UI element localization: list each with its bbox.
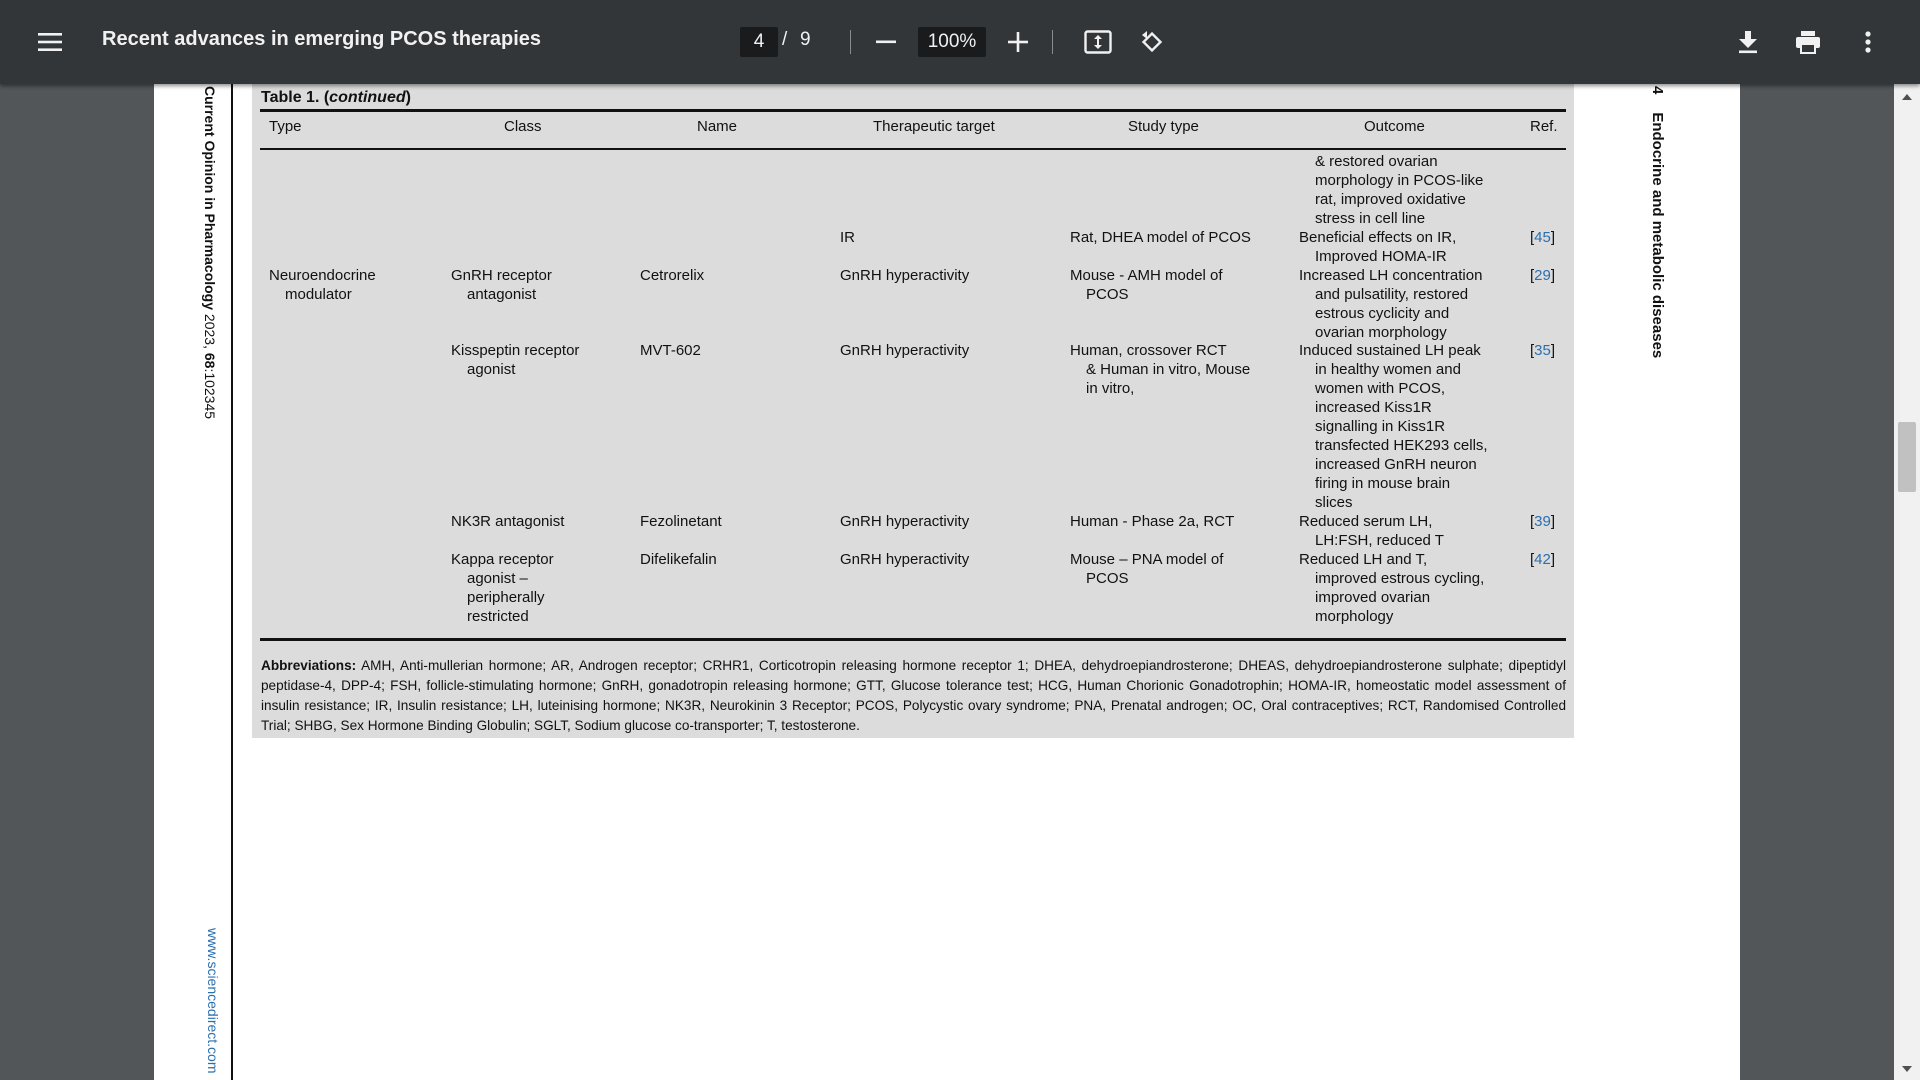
print-icon <box>1795 30 1821 54</box>
journal-volume: 68 <box>202 352 218 369</box>
cell-ref: [35] <box>1530 342 1556 359</box>
cell-study: Mouse – PNA model of PCOS <box>1070 551 1224 587</box>
cell-name: MVT-602 <box>640 342 701 359</box>
cell-type: Neuroendocrine modulator <box>269 267 376 303</box>
column-header: Name <box>697 118 738 135</box>
reference-link[interactable]: 39 <box>1534 513 1551 530</box>
journal-year: 2023, <box>202 313 218 349</box>
more-options-button[interactable] <box>1848 22 1888 62</box>
cell-target: GnRH hyperactivity <box>840 551 970 568</box>
journal-citation <box>200 86 220 446</box>
table-top-rule <box>260 109 1566 112</box>
cell-name: Fezolinetant <box>640 513 722 530</box>
cell-outcome: Beneficial effects on IR, Improved HOMA-IR <box>1299 229 1457 265</box>
menu-icon[interactable] <box>30 22 70 62</box>
document-title: Recent advances in emerging PCOS therapies <box>102 28 542 50</box>
toolbar-divider <box>1052 30 1053 54</box>
cell-target: GnRH hyperactivity <box>840 513 970 530</box>
vertical-scrollbar[interactable] <box>1894 84 1920 1080</box>
cell-study: Rat, DHEA model of PCOS <box>1070 229 1251 246</box>
print-button[interactable] <box>1788 22 1828 62</box>
page-number-input[interactable]: 4 <box>740 27 778 57</box>
cell-target: GnRH hyperactivity <box>840 342 970 359</box>
cell-ref: [42] <box>1530 551 1556 568</box>
cell-outcome: & restored ovarian morphology in PCOS-like rat, improved oxidative stress in cell line <box>1315 153 1484 227</box>
page-number: 4 <box>1649 86 1666 95</box>
cell-class: Kisspeptin receptor agonist <box>451 342 580 378</box>
zoom-out-button[interactable] <box>866 22 906 62</box>
download-button[interactable] <box>1728 22 1768 62</box>
table-bottom-rule <box>260 638 1566 641</box>
column-header: Study type <box>1128 118 1199 135</box>
toolbar-divider <box>850 30 851 54</box>
column-header: Therapeutic target <box>873 118 995 135</box>
cell-class: GnRH receptor antagonist <box>451 267 552 303</box>
journal-article: :102345 <box>202 368 218 420</box>
fit-page-icon <box>1084 30 1112 54</box>
cell-ref: [29] <box>1530 267 1556 284</box>
reference-link[interactable]: 29 <box>1534 267 1551 284</box>
cell-target: GnRH hyperactivity <box>840 267 970 284</box>
reference-link[interactable]: 35 <box>1534 342 1551 359</box>
rotate-icon <box>1139 29 1165 55</box>
reference-link[interactable]: 42 <box>1534 551 1551 568</box>
reference-link[interactable]: 45 <box>1534 229 1551 246</box>
cell-class: Kappa receptor agonist – peripherally restricted <box>451 551 554 625</box>
journal-url[interactable]: www.sciencedirect.com <box>205 928 221 1074</box>
pdf-toolbar <box>0 0 1920 84</box>
cell-outcome: Induced sustained LH peak in healthy women and women with PCOS, increased Kiss1R signalling in Kiss1R transfected HEK293 cells, increased GnRH neuron firing in mouse brain slices <box>1299 342 1488 511</box>
cell-ref: [45] <box>1530 229 1556 246</box>
download-icon <box>1737 30 1759 54</box>
page-separator: / <box>782 29 788 50</box>
cell-ref: [39] <box>1530 513 1556 530</box>
column-header: Ref. <box>1530 118 1558 135</box>
more-vert-icon <box>1865 31 1871 53</box>
cell-outcome: Reduced serum LH, LH:FSH, reduced T <box>1299 513 1444 549</box>
table-abbreviations <box>261 656 1566 736</box>
scrollbar-thumb[interactable] <box>1898 422 1916 492</box>
cell-outcome: Increased LH concentration and pulsatility, restored estrous cyclicity and ovarian morphology <box>1299 267 1483 341</box>
cell-study: Mouse - AMH model of PCOS <box>1070 267 1223 303</box>
scroll-up-arrow-icon[interactable] <box>1900 90 1914 102</box>
rotate-button[interactable] <box>1132 22 1172 62</box>
zoom-level-input[interactable]: 100% <box>918 27 986 57</box>
scroll-down-arrow-icon[interactable] <box>1900 1062 1914 1074</box>
fit-page-button[interactable] <box>1078 22 1118 62</box>
cell-class: NK3R antagonist <box>451 513 565 530</box>
cell-study: Human, crossover RCT & Human in vitro, Mouse in vitro, <box>1070 342 1251 397</box>
table-header-rule <box>260 148 1566 150</box>
plus-icon <box>1008 32 1028 52</box>
section-title: Endocrine and metabolic diseases <box>1649 112 1666 359</box>
page-total: 9 <box>800 29 811 50</box>
zoom-in-button[interactable] <box>998 22 1038 62</box>
column-header: Class <box>504 118 542 135</box>
minus-icon <box>876 40 896 44</box>
cell-target: IR <box>840 229 855 246</box>
cell-name: Difelikefalin <box>640 551 717 568</box>
table-caption: Table 1. (continued) <box>261 89 411 106</box>
cell-name: Cetrorelix <box>640 267 705 284</box>
abbreviations-label: Abbreviations: <box>261 658 357 673</box>
page-margin-rule <box>231 84 233 1080</box>
cell-outcome: Reduced LH and T, improved estrous cycling, improved ovarian morphology <box>1299 551 1485 625</box>
column-header: Type <box>269 118 302 135</box>
cell-study: Human - Phase 2a, RCT <box>1070 513 1235 530</box>
journal-name: Current Opinion in Pharmacology <box>202 86 218 311</box>
abbreviations-text: AMH, Anti-mullerian hormone; AR, Androgen receptor; CRHR1, Corticotropin releasing hormone receptor 1; DHEA, dehydroepiandrosterone; DHEAS, dehydroepiandrosterone sulphate; dipeptidyl peptidase-4, DPP-4; FSH, follicle-stimulating hormone; GnRH, gonadotropin releasing hormone; GTT, Glucose tolerance test; HCG, Human Chorionic Gonadotrophin; HOMA-IR, homeostatic model assessment of insulin resistance; IR, Insulin resistance; LH, luteinising hormone; NK3R, Neurokinin 3 Receptor; PCOS, Polycystic ovary syndrome; PNA, Prenatal androgen; OC, Oral contraceptives; RCT, Randomised Controlled Trial; SHBG, Sex Hormone Binding Globulin; SGLT, Sodium glucose co-transporter; T, testosterone. <box>261 658 1566 733</box>
column-header: Outcome <box>1364 118 1425 135</box>
